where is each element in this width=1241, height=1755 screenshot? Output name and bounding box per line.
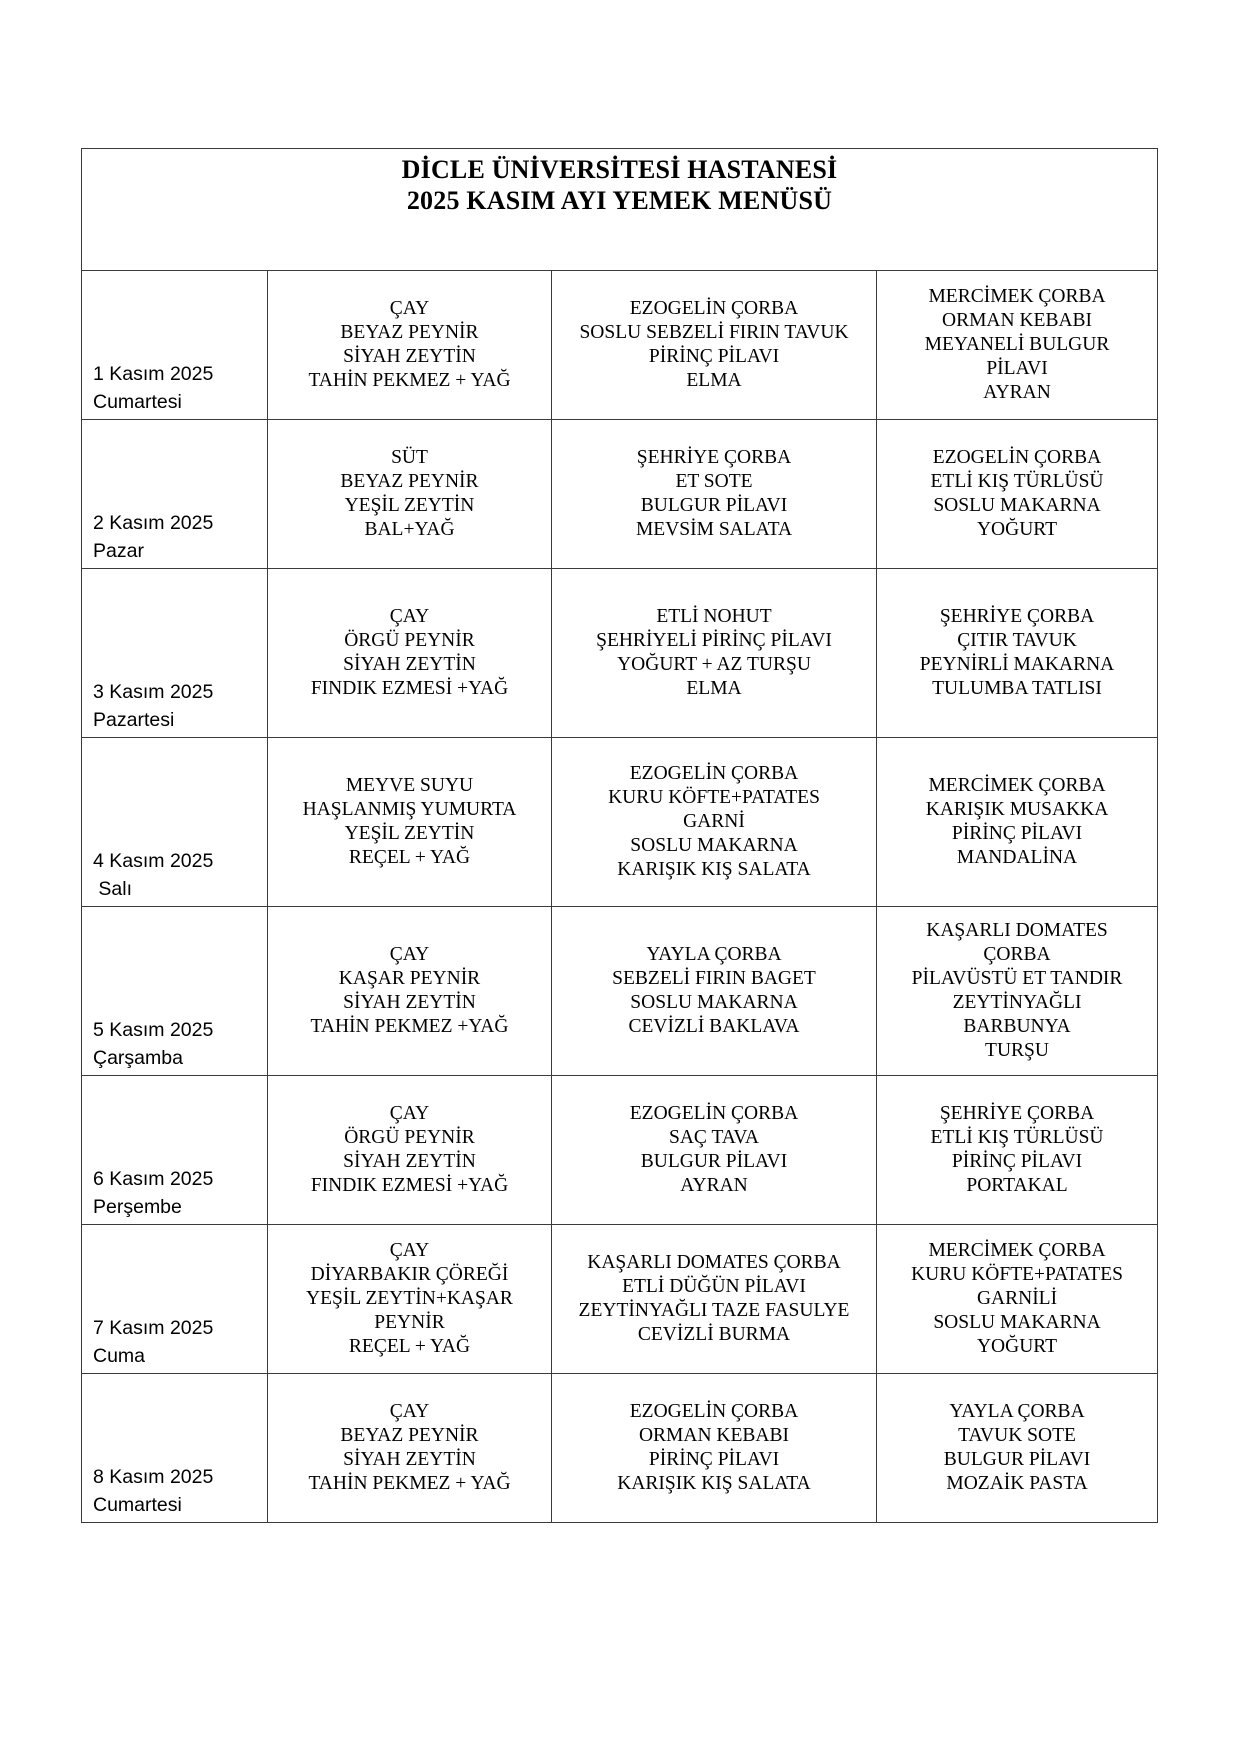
- lunch-cell: [552, 907, 877, 1076]
- weekday-label: Cumartesi: [93, 1494, 182, 1516]
- menu-item: ŞEHRİYE ÇORBA: [636, 447, 792, 468]
- menu-item: ETLİ NOHUT: [656, 606, 772, 627]
- day-row: [82, 1374, 1158, 1523]
- menu-item: CEVİZLİ BAKLAVA: [628, 1016, 800, 1037]
- date-cell: [82, 738, 268, 907]
- menu-item: ÇITIR TAVUK: [957, 630, 1077, 651]
- day-row: [82, 907, 1158, 1076]
- breakfast-cell: [268, 738, 552, 907]
- date-cell: [82, 1225, 268, 1374]
- menu-item: YAYLA ÇORBA: [949, 1401, 1085, 1422]
- menu-item: PİRİNÇ PİLAVI: [648, 1449, 780, 1470]
- lunch-cell: [552, 1076, 877, 1225]
- menu-item: MOZAİK PASTA: [946, 1473, 1088, 1494]
- day-row: [82, 1225, 1158, 1374]
- menu-title: 2025 KASIM AYI YEMEK MENÜSÜ: [406, 186, 833, 215]
- dinner-cell: [877, 907, 1158, 1076]
- menu-item: ORMAN KEBABI: [941, 310, 1093, 331]
- dinner-cell: [877, 738, 1158, 907]
- menu-item: MERCİMEK ÇORBA: [928, 1240, 1106, 1261]
- date-label: 8 Kasım 2025: [93, 1466, 214, 1488]
- date-label: 2 Kasım 2025: [93, 512, 214, 534]
- menu-item: ELMA: [686, 370, 742, 391]
- menu-item: SİYAH ZEYTİN: [343, 346, 476, 367]
- dinner-cell: [877, 1076, 1158, 1225]
- menu-item: ŞEHRİYE ÇORBA: [939, 606, 1095, 627]
- weekday-label: Perşembe: [93, 1196, 182, 1218]
- menu-item: BEYAZ PEYNİR: [340, 471, 479, 492]
- breakfast-cell: [268, 271, 552, 420]
- menu-item: ZEYTİNYAĞLI: [952, 992, 1082, 1013]
- dinner-cell: [877, 1225, 1158, 1374]
- menu-item: EZOGELİN ÇORBA: [629, 763, 799, 784]
- menu-item: YOĞURT: [976, 1336, 1058, 1357]
- menu-item: SOSLU MAKARNA: [630, 835, 798, 856]
- lunch-cell: [552, 1225, 877, 1374]
- menu-item: ŞEHRİYELİ PİRİNÇ PİLAVI: [596, 630, 832, 651]
- menu-item: HAŞLANMIŞ YUMURTA: [302, 799, 517, 820]
- date-cell: [82, 1076, 268, 1225]
- menu-item: SİYAH ZEYTİN: [343, 654, 476, 675]
- menu-item: KAŞAR PEYNİR: [338, 968, 481, 989]
- menu-item: KAŞARLI DOMATES: [926, 920, 1108, 941]
- breakfast-cell: [268, 907, 552, 1076]
- dinner-cell: [877, 1374, 1158, 1523]
- menu-item: TURŞU: [985, 1040, 1049, 1061]
- day-row: [82, 420, 1158, 569]
- menu-item: ELMA: [686, 678, 742, 699]
- menu-item: CEVİZLİ BURMA: [637, 1324, 791, 1345]
- menu-item: BAL+YAĞ: [364, 519, 455, 540]
- menu-item: SEBZELİ FIRIN BAGET: [612, 968, 816, 989]
- date-label: 4 Kasım 2025: [93, 850, 214, 872]
- menu-item: TAHİN PEKMEZ + YAĞ: [308, 1473, 511, 1494]
- weekday-label: Çarşamba: [93, 1047, 183, 1069]
- menu-item: YEŞİL ZEYTİN+KAŞAR: [306, 1288, 513, 1309]
- hospital-title: DİCLE ÜNİVERSİTESİ HASTANESİ: [401, 155, 838, 184]
- menu-item: BULGUR PİLAVI: [943, 1449, 1091, 1470]
- date-label: 5 Kasım 2025: [93, 1019, 214, 1041]
- breakfast-cell: [268, 1225, 552, 1374]
- menu-item: PİRİNÇ PİLAVI: [951, 823, 1083, 844]
- date-cell: [82, 420, 268, 569]
- menu-item: TAHİN PEKMEZ + YAĞ: [308, 370, 511, 391]
- menu-item: REÇEL + YAĞ: [348, 1336, 471, 1357]
- menu-item: AYRAN: [680, 1175, 748, 1196]
- menu-item: BEYAZ PEYNİR: [340, 1425, 479, 1446]
- menu-item: ÇAY: [389, 1240, 430, 1261]
- day-row: [82, 1076, 1158, 1225]
- menu-item: EZOGELİN ÇORBA: [629, 1103, 799, 1124]
- menu-item: MEYANELİ BULGUR: [924, 334, 1110, 355]
- breakfast-cell: [268, 569, 552, 738]
- menu-item: ET SOTE: [675, 471, 753, 492]
- menu-item: EZOGELİN ÇORBA: [629, 298, 799, 319]
- breakfast-cell: [268, 1374, 552, 1523]
- menu-item: KARIŞIK MUSAKKA: [925, 799, 1109, 820]
- menu-item: SÜT: [391, 447, 428, 468]
- menu-item: BEYAZ PEYNİR: [340, 322, 479, 343]
- date-cell: [82, 1374, 268, 1523]
- title-row: [82, 149, 1158, 271]
- menu-item: KARIŞIK KIŞ SALATA: [617, 1473, 811, 1494]
- menu-item: ÇAY: [389, 1401, 430, 1422]
- menu-item: YOĞURT + AZ TURŞU: [617, 654, 811, 675]
- lunch-cell: [552, 569, 877, 738]
- menu-item: ÇORBA: [983, 944, 1051, 965]
- menu-item: TULUMBA TATLISI: [932, 678, 1102, 699]
- menu-item: EZOGELİN ÇORBA: [629, 1401, 799, 1422]
- dinner-cell: [877, 569, 1158, 738]
- weekday-label: Cuma: [93, 1345, 146, 1367]
- menu-item: SİYAH ZEYTİN: [343, 992, 476, 1013]
- menu-item: ZEYTİNYAĞLI TAZE FASULYE: [578, 1300, 850, 1321]
- menu-item: KARIŞIK KIŞ SALATA: [617, 859, 811, 880]
- menu-item: KURU KÖFTE+PATATES: [911, 1264, 1123, 1285]
- date-cell: [82, 271, 268, 420]
- date-label: 1 Kasım 2025: [93, 363, 214, 385]
- breakfast-cell: [268, 1076, 552, 1225]
- menu-item: SİYAH ZEYTİN: [343, 1151, 476, 1172]
- menu-item: GARNİLİ: [976, 1288, 1058, 1309]
- menu-item: ETLİ DÜĞÜN PİLAVI: [622, 1276, 806, 1297]
- menu-item: SOSLU MAKARNA: [630, 992, 798, 1013]
- menu-item: PORTAKAL: [966, 1175, 1068, 1196]
- lunch-cell: [552, 738, 877, 907]
- breakfast-cell: [268, 420, 552, 569]
- menu-item: EZOGELİN ÇORBA: [932, 447, 1102, 468]
- menu-item: BULGUR PİLAVI: [640, 495, 788, 516]
- menu-item: MERCİMEK ÇORBA: [928, 775, 1106, 796]
- menu-item: AYRAN: [983, 382, 1051, 403]
- day-row: [82, 271, 1158, 420]
- date-cell: [82, 569, 268, 738]
- date-cell: [82, 907, 268, 1076]
- title-cell: [82, 149, 1158, 271]
- menu-item: YOĞURT: [976, 519, 1058, 540]
- menu-item: MANDALİNA: [956, 847, 1078, 868]
- day-row: [82, 569, 1158, 738]
- menu-item: KURU KÖFTE+PATATES: [608, 787, 820, 808]
- menu-item: SOSLU SEBZELİ FIRIN TAVUK: [579, 322, 849, 343]
- weekday-label: Cumartesi: [93, 391, 182, 413]
- dinner-cell: [877, 271, 1158, 420]
- menu-item: PEYNİR: [374, 1312, 445, 1333]
- menu-item: KAŞARLI DOMATES ÇORBA: [587, 1252, 841, 1273]
- menu-item: SAÇ TAVA: [668, 1127, 760, 1148]
- dinner-cell: [877, 420, 1158, 569]
- weekday-label: Pazartesi: [93, 709, 175, 731]
- menu-item: ÇAY: [389, 298, 430, 319]
- menu-item: PİRİNÇ PİLAVI: [951, 1151, 1083, 1172]
- menu-item: FINDIK EZMESİ +YAĞ: [310, 678, 509, 699]
- menu-item: BARBUNYA: [963, 1016, 1071, 1037]
- menu-item: REÇEL + YAĞ: [348, 847, 471, 868]
- menu-item: SİYAH ZEYTİN: [343, 1449, 476, 1470]
- menu-item: TAHİN PEKMEZ +YAĞ: [310, 1016, 509, 1037]
- menu-item: ETLİ KIŞ TÜRLÜSÜ: [930, 471, 1104, 492]
- day-row: [82, 738, 1158, 907]
- menu-item: MEVSİM SALATA: [635, 519, 793, 540]
- menu-item: ÇAY: [389, 606, 430, 627]
- menu-item: SOSLU MAKARNA: [933, 1312, 1101, 1333]
- lunch-cell: [552, 1374, 877, 1523]
- menu-item: YEŞİL ZEYTİN: [344, 495, 475, 516]
- menu-item: DİYARBAKIR ÇÖREĞİ: [310, 1264, 509, 1285]
- menu-item: MERCİMEK ÇORBA: [928, 286, 1106, 307]
- date-label: 3 Kasım 2025: [93, 681, 214, 703]
- menu-item: GARNİ: [683, 811, 745, 832]
- menu-item: ÖRGÜ PEYNİR: [344, 1127, 475, 1148]
- weekday-label: Pazar: [93, 540, 144, 562]
- menu-item: BULGUR PİLAVI: [640, 1151, 788, 1172]
- date-label: 6 Kasım 2025: [93, 1168, 214, 1190]
- menu-item: TAVUK SOTE: [958, 1425, 1076, 1446]
- date-label: 7 Kasım 2025: [93, 1317, 214, 1339]
- menu-item: YEŞİL ZEYTİN: [344, 823, 475, 844]
- menu-item: ÇAY: [389, 944, 430, 965]
- menu-item: PEYNİRLİ MAKARNA: [919, 654, 1115, 675]
- menu-item: ETLİ KIŞ TÜRLÜSÜ: [930, 1127, 1104, 1148]
- menu-item: FINDIK EZMESİ +YAĞ: [310, 1175, 509, 1196]
- menu-item: MEYVE SUYU: [345, 775, 474, 796]
- menu-item: SOSLU MAKARNA: [933, 495, 1101, 516]
- weekday-label: Salı: [93, 878, 133, 900]
- lunch-cell: [552, 420, 877, 569]
- menu-item: PİLAVI: [986, 358, 1048, 379]
- menu-item: ŞEHRİYE ÇORBA: [939, 1103, 1095, 1124]
- menu-item: ÖRGÜ PEYNİR: [344, 630, 475, 651]
- menu-item: PİRİNÇ PİLAVI: [648, 346, 780, 367]
- menu-item: ORMAN KEBABI: [638, 1425, 790, 1446]
- menu-item: PİLAVÜSTÜ ET TANDIR: [911, 968, 1123, 989]
- lunch-cell: [552, 271, 877, 420]
- menu-item: ÇAY: [389, 1103, 430, 1124]
- menu-table: [81, 148, 1158, 1523]
- menu-item: YAYLA ÇORBA: [646, 944, 782, 965]
